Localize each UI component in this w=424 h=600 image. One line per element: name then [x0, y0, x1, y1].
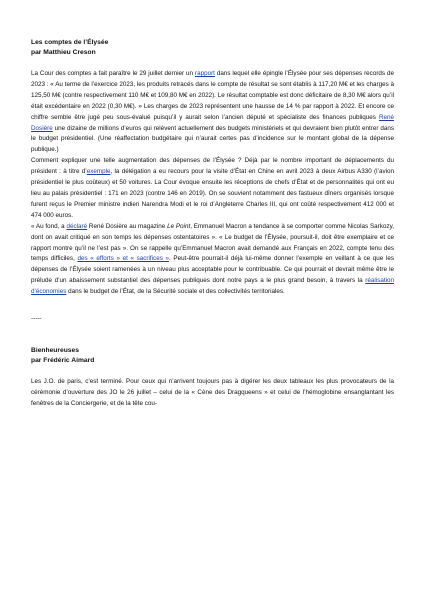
article-title: Bienheureuses [31, 347, 79, 355]
text-run: Comment expliquer une telle augmentation des dépenses de l’Élysée ? Déjà par le nombre important de déplacements du président : à titre d’ [31, 157, 394, 176]
text-run: « Au fond, a [31, 222, 67, 230]
paragraph [31, 156, 394, 221]
text-run: René Dosière au magazine [87, 222, 168, 230]
text-run: une dizaine de millions d’euros qui relèvent actuellement des budgets ministériels et qui devraient bien plutôt entrer dans le budget présidentiel. (Une réaffectation budgétaire qui n’aurait certes pas d’incidence sur le montant global de la dépense publique.) [31, 124, 394, 154]
link-rene-dosiere[interactable]: René Dosière [31, 113, 394, 132]
article-les-comptes [31, 38, 394, 298]
paragraph: Les J.O. de paris, c’est terminé. Pour ceux qui n’arrivent toujours pas à digérer les deux tableaux les plus provocateurs de la cérémonie d’ouverture des JO le 26 juillet – celui de la « Cène des Dragqueens » et celui de l’hémoglobine ensanglantant les fenêtres de la Conciergerie, et de la tête cou- [31, 378, 394, 407]
paragraph [31, 69, 394, 156]
link-rapport[interactable]: rapport [194, 70, 215, 77]
article-title: Les comptes de l’Élysée [31, 39, 109, 46]
paragraph [31, 222, 394, 298]
text-run-italic: Le Point [167, 222, 191, 230]
article-author: par Matthieu Creson [31, 49, 96, 56]
text-run: , la délégation a eu recours pour la visite d’État en Chine en avril 2023 à deux Airbus A330 (l’avion présidentiel le plus coûteux) et 50 voitures. La Cour évoque ensuite les réceptions de chefs d’État et de personnalités qui ont eu lieu au palais présidentiel : 171 en 2023 (contre 146 en 2019). On se souvient notamment des fastueux dîners organisés lorsque furent reçus le Premier ministre indien Narendra Modi et le roi d’Angleterre Charles III, qui ont coûté respectivement 412 000 et 474 000 euros. [31, 168, 394, 219]
link-efforts-sacrifices[interactable]: des « efforts » et « sacrifices » [77, 255, 170, 263]
article-bienheureuses [31, 346, 394, 410]
link-exemple[interactable]: exemple [86, 168, 111, 176]
article-author: par Frédéric Aimard [31, 357, 95, 365]
text-run: dans le budget de l’État, de la Sécurité sociale et des collectivités territoriales. [66, 288, 285, 296]
link-declare[interactable]: déclaré [66, 222, 88, 230]
text-run: La Cour des comptes a fait paraître le 29 juillet dernier un [31, 70, 195, 77]
link-realisation-economies[interactable]: réalisation d’économies [31, 277, 394, 296]
text-run: dans lequel elle épingle l’Élysée pour ses dépenses records de 2023 : « Au terme de l’exercice 2023, les produits retracés dans le compte de résultat se sont établis à 117,20 M€ et les charges à 125,50 M€ (contre respectivement 110 M€ et 109,80 M€ en 2022). Le résultat comptable est donc déficitaire de 8,30 M€ alors qu’il était excédentaire en 2022 (0,30 M€). » Les charges de 2023 représentent une hausse de 14 % par rapport à 2022. Et encore ce chiffre semble être jugé peu sous-évalué puisqu’il y aurait selon l’ancien député et spécialiste des finances publiques [31, 70, 394, 121]
text-run: . Peut-être pourrait-il déjà lui-même donner l’exemple en veillant à ce que les dépenses de l’Élysée soient ramenées à un niveau plus acceptable pour le contribuable. Ce qui pourrait et devrait même être le prélude d’un abaissement substantiel des dépenses publiques dont notre pays a le plus grand besoin, à travers la [31, 255, 394, 285]
section-separator: ----- [31, 315, 42, 323]
text-run: , Emmanuel Macron a tendance à se comporter comme Nicolas Sarkozy, dont on avait critiqué en son temps les dépenses ostentatoires ». « Le budget de l’Élysée, poursuit-il, doit être exemplaire et ce rapport montre qu’il ne l’est pas ». On se rappelle qu’Emmanuel Macron avait demandé aux Français en 2022, compte tenu des temps difficiles, [31, 222, 395, 263]
